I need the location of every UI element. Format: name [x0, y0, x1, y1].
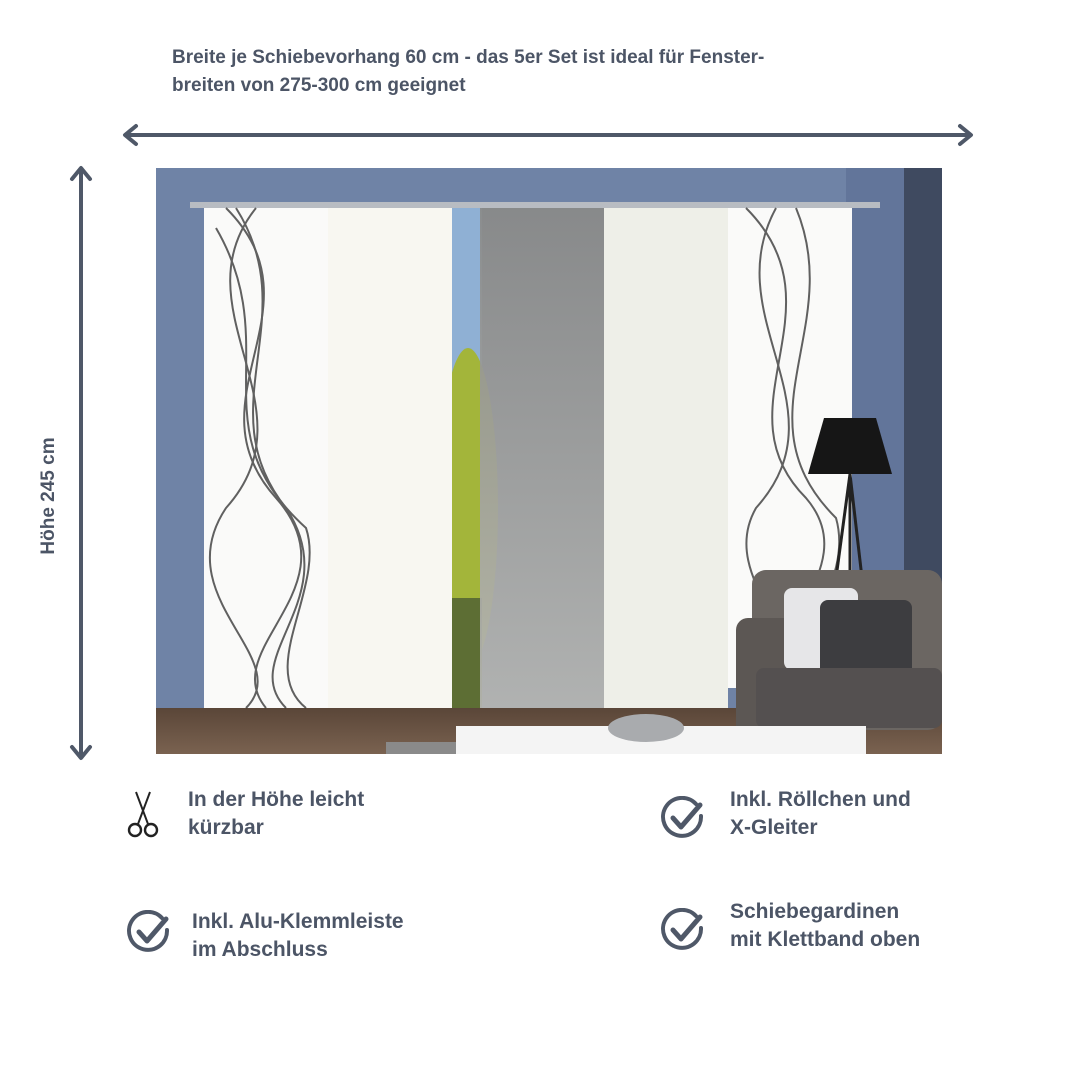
feature-shortenable-line-2: kürzbar: [188, 816, 264, 839]
feature-rollers: [660, 786, 911, 842]
feature-rollers-line-2: X-Gleiter: [730, 816, 818, 839]
check-circle-icon: [126, 910, 172, 956]
product-photo: [156, 168, 942, 754]
feature-shortenable-line-1: In der Höhe leicht: [188, 788, 365, 811]
width-arrow-icon: [118, 122, 978, 148]
feature-velcro-line-1: Schiebegardinen: [730, 900, 900, 923]
feature-shortenable-text: [188, 786, 364, 842]
feature-clamp-bar-line-2: im Abschluss: [192, 938, 328, 961]
feature-clamp-bar: [126, 908, 404, 964]
feature-velcro-text: [730, 898, 920, 954]
feature-rollers-text: [730, 786, 911, 842]
room-scene: [156, 168, 942, 754]
feature-clamp-bar-line-1: Inkl. Alu-Klemmleiste: [192, 910, 404, 933]
feature-velcro-line-2: mit Klettband oben: [730, 928, 921, 951]
headline: [172, 44, 932, 100]
height-label: Höhe 245 cm: [38, 437, 59, 555]
check-circle-icon: [660, 796, 706, 842]
scissors-icon: [124, 786, 164, 842]
check-circle-icon: [660, 908, 706, 954]
feature-clamp-bar-text: [192, 908, 404, 964]
headline-line-2: breiten von 275-300 cm geeignet: [172, 75, 466, 96]
feature-rollers-line-1: Inkl. Röllchen und: [730, 788, 911, 811]
feature-shortenable: [124, 786, 364, 842]
feature-velcro: [660, 898, 920, 954]
headline-line-1: Breite je Schiebevorhang 60 cm - das 5er Set ist ideal für Fenster-: [172, 47, 765, 68]
height-arrow-icon: [68, 163, 94, 763]
